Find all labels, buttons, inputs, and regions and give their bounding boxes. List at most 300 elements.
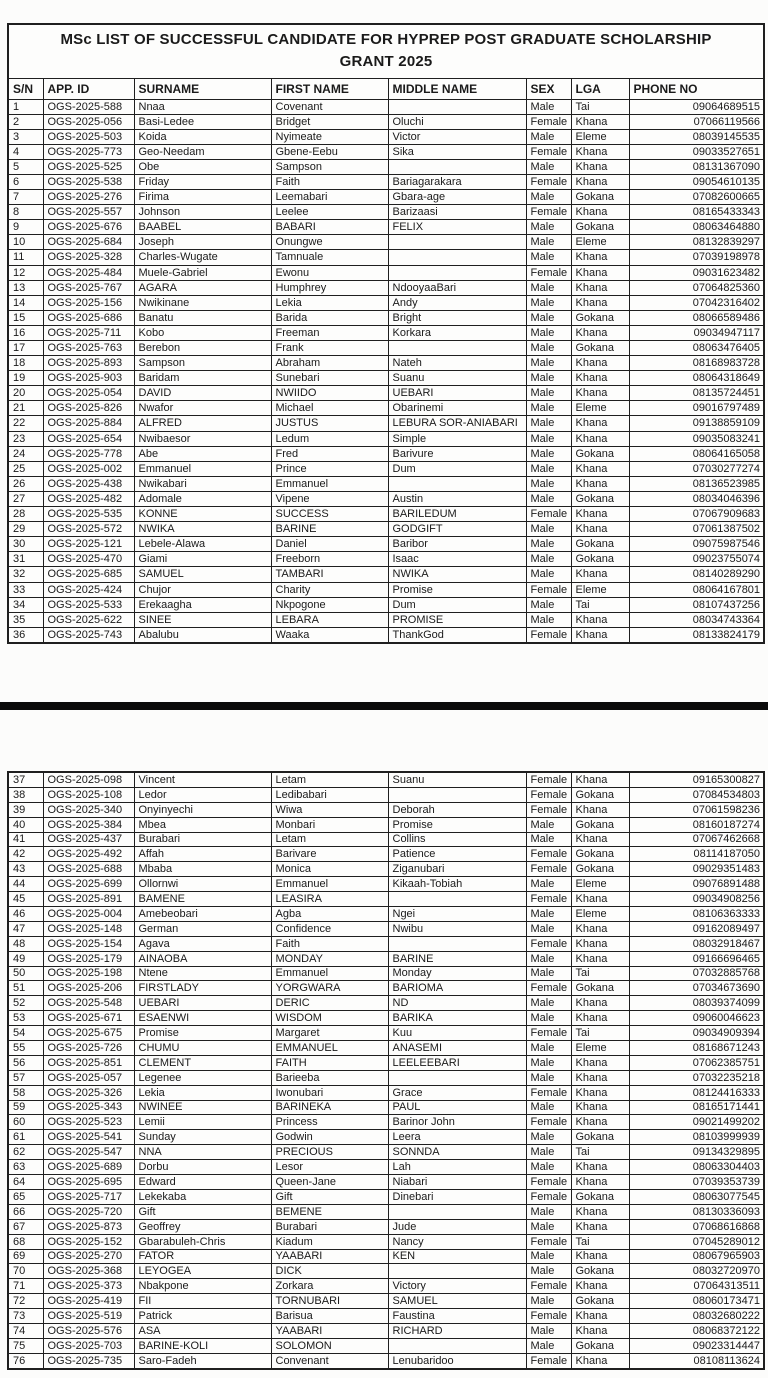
cell-sn: 30 bbox=[8, 537, 43, 552]
cell-phone: 09162089497 bbox=[629, 921, 764, 936]
cell-sn: 27 bbox=[8, 491, 43, 506]
cell-surname: Sampson bbox=[134, 356, 271, 371]
cell-sn: 5 bbox=[8, 159, 43, 174]
cell-first-name: Sunebari bbox=[271, 371, 388, 386]
cell-lga: Khana bbox=[571, 174, 629, 189]
cell-app-id: OGS-2025-654 bbox=[43, 431, 134, 446]
cell-middle-name: Dinebari bbox=[388, 1189, 526, 1204]
cell-phone: 07084534803 bbox=[629, 787, 764, 802]
cell-surname: Giami bbox=[134, 552, 271, 567]
cell-sex: Male bbox=[526, 235, 571, 250]
cell-middle-name bbox=[388, 476, 526, 491]
cell-phone: 07039198978 bbox=[629, 250, 764, 265]
cell-middle-name: Gbara-age bbox=[388, 190, 526, 205]
column-header-surname: SURNAME bbox=[134, 78, 271, 99]
cell-app-id: OGS-2025-154 bbox=[43, 936, 134, 951]
cell-first-name: TAMBARI bbox=[271, 567, 388, 582]
table-row bbox=[8, 1070, 764, 1085]
cell-sex: Female bbox=[526, 582, 571, 597]
cell-lga: Eleme bbox=[571, 582, 629, 597]
cell-lga: Khana bbox=[571, 951, 629, 966]
cell-sn: 9 bbox=[8, 220, 43, 235]
cell-surname: Burabari bbox=[134, 832, 271, 847]
cell-sn: 24 bbox=[8, 446, 43, 461]
table-row bbox=[8, 356, 764, 371]
cell-first-name: BARINE bbox=[271, 522, 388, 537]
cell-surname: Edward bbox=[134, 1175, 271, 1190]
table-row bbox=[8, 552, 764, 567]
cell-surname: Chujor bbox=[134, 582, 271, 597]
column-header-lga: LGA bbox=[571, 78, 629, 99]
cell-lga: Khana bbox=[571, 159, 629, 174]
cell-app-id: OGS-2025-368 bbox=[43, 1264, 134, 1279]
cell-first-name: LEASIRA bbox=[271, 892, 388, 907]
cell-phone: 08067965903 bbox=[629, 1249, 764, 1264]
cell-surname: Abalubu bbox=[134, 627, 271, 643]
cell-lga: Khana bbox=[571, 476, 629, 491]
cell-sn: 52 bbox=[8, 996, 43, 1011]
cell-surname: Ntene bbox=[134, 966, 271, 981]
cell-sex: Male bbox=[526, 921, 571, 936]
cell-lga: Khana bbox=[571, 892, 629, 907]
cell-sn: 41 bbox=[8, 832, 43, 847]
cell-lga: Tai bbox=[571, 1026, 629, 1041]
cell-sn: 1 bbox=[8, 99, 43, 114]
cell-surname: Mbaba bbox=[134, 862, 271, 877]
cell-middle-name: Promise bbox=[388, 582, 526, 597]
cell-lga: Khana bbox=[571, 1219, 629, 1234]
cell-sn: 38 bbox=[8, 787, 43, 802]
cell-middle-name: Victor bbox=[388, 129, 526, 144]
cell-phone: 09035083241 bbox=[629, 431, 764, 446]
cell-lga: Khana bbox=[571, 1279, 629, 1294]
cell-sex: Female bbox=[526, 1026, 571, 1041]
cell-app-id: OGS-2025-735 bbox=[43, 1353, 134, 1368]
cell-app-id: OGS-2025-689 bbox=[43, 1160, 134, 1175]
cell-first-name: YAABARI bbox=[271, 1323, 388, 1338]
column-header-sn: S/N bbox=[8, 78, 43, 99]
cell-sn: 73 bbox=[8, 1309, 43, 1324]
cell-lga: Khana bbox=[571, 1204, 629, 1219]
cell-phone: 09054610135 bbox=[629, 174, 764, 189]
table-row bbox=[8, 159, 764, 174]
cell-first-name: Ewonu bbox=[271, 265, 388, 280]
cell-lga: Khana bbox=[571, 265, 629, 280]
cell-app-id: OGS-2025-726 bbox=[43, 1041, 134, 1056]
cell-first-name: Tamnuale bbox=[271, 250, 388, 265]
cell-sex: Female bbox=[526, 205, 571, 220]
cell-surname: SAMUEL bbox=[134, 567, 271, 582]
document-title: MSc LIST OF SUCCESSFUL CANDIDATE FOR HYPREP POST GRADUATE SCHOLARSHIP GRANT 2025 bbox=[8, 24, 764, 78]
cell-sex: Male bbox=[526, 951, 571, 966]
cell-app-id: OGS-2025-328 bbox=[43, 250, 134, 265]
cell-sex: Male bbox=[526, 1338, 571, 1353]
cell-surname: ASA bbox=[134, 1323, 271, 1338]
cell-sn: 8 bbox=[8, 205, 43, 220]
cell-first-name: Nkpogone bbox=[271, 597, 388, 612]
table-row bbox=[8, 190, 764, 205]
cell-lga: Khana bbox=[571, 1100, 629, 1115]
cell-phone: 09060046623 bbox=[629, 1011, 764, 1026]
cell-surname: Lekekaba bbox=[134, 1189, 271, 1204]
cell-middle-name: Obarinemi bbox=[388, 401, 526, 416]
table-row bbox=[8, 537, 764, 552]
cell-middle-name: Bariagarakara bbox=[388, 174, 526, 189]
cell-first-name: Faith bbox=[271, 936, 388, 951]
cell-phone: 09016797489 bbox=[629, 401, 764, 416]
column-header-middle-name: MIDDLE NAME bbox=[388, 78, 526, 99]
cell-phone: 08066589486 bbox=[629, 310, 764, 325]
cell-lga: Khana bbox=[571, 1323, 629, 1338]
cell-lga: Gokana bbox=[571, 1189, 629, 1204]
cell-phone: 09034909394 bbox=[629, 1026, 764, 1041]
cell-app-id: OGS-2025-884 bbox=[43, 416, 134, 431]
cell-first-name: PRECIOUS bbox=[271, 1145, 388, 1160]
cell-sex: Female bbox=[526, 1279, 571, 1294]
cell-lga: Khana bbox=[571, 356, 629, 371]
table-row bbox=[8, 996, 764, 1011]
cell-lga: Khana bbox=[571, 1115, 629, 1130]
cell-phone: 07032885768 bbox=[629, 966, 764, 981]
cell-phone: 09075987546 bbox=[629, 537, 764, 552]
cell-phone: 07061598236 bbox=[629, 802, 764, 817]
cell-sex: Male bbox=[526, 832, 571, 847]
cell-middle-name: BARINE bbox=[388, 951, 526, 966]
cell-middle-name: Faustina bbox=[388, 1309, 526, 1324]
cell-phone: 07068616868 bbox=[629, 1219, 764, 1234]
cell-middle-name bbox=[388, 250, 526, 265]
cell-surname: Lekia bbox=[134, 1085, 271, 1100]
cell-first-name: Gift bbox=[271, 1189, 388, 1204]
cell-first-name: Vipene bbox=[271, 491, 388, 506]
cell-first-name: FAITH bbox=[271, 1055, 388, 1070]
cell-surname: Charles-Wugate bbox=[134, 250, 271, 265]
cell-surname: FATOR bbox=[134, 1249, 271, 1264]
cell-sn: 18 bbox=[8, 356, 43, 371]
cell-phone: 07062385751 bbox=[629, 1055, 764, 1070]
table-row bbox=[8, 772, 764, 787]
cell-lga: Khana bbox=[571, 507, 629, 522]
cell-phone: 08135724451 bbox=[629, 386, 764, 401]
cell-first-name: Covenant bbox=[271, 99, 388, 114]
cell-lga: Tai bbox=[571, 966, 629, 981]
cell-sex: Male bbox=[526, 280, 571, 295]
cell-app-id: OGS-2025-108 bbox=[43, 787, 134, 802]
cell-phone: 08136523985 bbox=[629, 476, 764, 491]
cell-sex: Male bbox=[526, 1219, 571, 1234]
table-row bbox=[8, 847, 764, 862]
cell-phone: 09033527651 bbox=[629, 144, 764, 159]
cell-sex: Male bbox=[526, 99, 571, 114]
cell-app-id: OGS-2025-525 bbox=[43, 159, 134, 174]
column-header-first-name: FIRST NAME bbox=[271, 78, 388, 99]
table-row bbox=[8, 1279, 764, 1294]
table-row bbox=[8, 416, 764, 431]
cell-lga: Eleme bbox=[571, 235, 629, 250]
cell-phone: 08131367090 bbox=[629, 159, 764, 174]
cell-first-name: Emmanuel bbox=[271, 877, 388, 892]
cell-sex: Male bbox=[526, 907, 571, 922]
cell-sex: Male bbox=[526, 295, 571, 310]
cell-middle-name: SONNDA bbox=[388, 1145, 526, 1160]
cell-middle-name: UEBARI bbox=[388, 386, 526, 401]
table-header-row bbox=[8, 78, 764, 99]
cell-middle-name: PAUL bbox=[388, 1100, 526, 1115]
cell-app-id: OGS-2025-717 bbox=[43, 1189, 134, 1204]
cell-phone: 09031623482 bbox=[629, 265, 764, 280]
cell-app-id: OGS-2025-326 bbox=[43, 1085, 134, 1100]
cell-first-name: Emmanuel bbox=[271, 966, 388, 981]
cell-middle-name: Ngei bbox=[388, 907, 526, 922]
cell-first-name: Emmanuel bbox=[271, 476, 388, 491]
cell-surname: FII bbox=[134, 1294, 271, 1309]
table-row bbox=[8, 114, 764, 129]
cell-sex: Male bbox=[526, 325, 571, 340]
table-row bbox=[8, 981, 764, 996]
cell-surname: Amebeobari bbox=[134, 907, 271, 922]
cell-sex: Male bbox=[526, 431, 571, 446]
cell-lga: Eleme bbox=[571, 401, 629, 416]
cell-surname: NWINEE bbox=[134, 1100, 271, 1115]
cell-app-id: OGS-2025-470 bbox=[43, 552, 134, 567]
cell-surname: Gift bbox=[134, 1204, 271, 1219]
cell-app-id: OGS-2025-622 bbox=[43, 612, 134, 627]
cell-first-name: Kiadum bbox=[271, 1234, 388, 1249]
cell-phone: 09165300827 bbox=[629, 772, 764, 787]
table-row bbox=[8, 1041, 764, 1056]
cell-first-name: Wiwa bbox=[271, 802, 388, 817]
cell-lga: Khana bbox=[571, 1055, 629, 1070]
cell-first-name: Letam bbox=[271, 772, 388, 787]
cell-sex: Male bbox=[526, 220, 571, 235]
cell-sn: 15 bbox=[8, 310, 43, 325]
cell-sn: 51 bbox=[8, 981, 43, 996]
cell-first-name: Monica bbox=[271, 862, 388, 877]
cell-surname: Patrick bbox=[134, 1309, 271, 1324]
cell-lga: Gokana bbox=[571, 1264, 629, 1279]
cell-sex: Male bbox=[526, 1145, 571, 1160]
cell-sn: 61 bbox=[8, 1130, 43, 1145]
cell-app-id: OGS-2025-548 bbox=[43, 996, 134, 1011]
cell-app-id: OGS-2025-152 bbox=[43, 1234, 134, 1249]
cell-sex: Male bbox=[526, 1041, 571, 1056]
cell-sn: 34 bbox=[8, 597, 43, 612]
cell-lga: Gokana bbox=[571, 1130, 629, 1145]
cell-middle-name: Simple bbox=[388, 431, 526, 446]
cell-sex: Male bbox=[526, 1204, 571, 1219]
table-row bbox=[8, 250, 764, 265]
table-row bbox=[8, 877, 764, 892]
cell-surname: CLEMENT bbox=[134, 1055, 271, 1070]
cell-phone: 07067462668 bbox=[629, 832, 764, 847]
cell-middle-name: Kuu bbox=[388, 1026, 526, 1041]
cell-sn: 32 bbox=[8, 567, 43, 582]
cell-first-name: Faith bbox=[271, 174, 388, 189]
cell-surname: Nwibaesor bbox=[134, 431, 271, 446]
cell-phone: 08064318649 bbox=[629, 371, 764, 386]
cell-first-name: YAABARI bbox=[271, 1249, 388, 1264]
cell-surname: German bbox=[134, 921, 271, 936]
cell-first-name: Michael bbox=[271, 401, 388, 416]
cell-lga: Gokana bbox=[571, 310, 629, 325]
cell-phone: 09034908256 bbox=[629, 892, 764, 907]
cell-first-name: Onungwe bbox=[271, 235, 388, 250]
cell-app-id: OGS-2025-675 bbox=[43, 1026, 134, 1041]
cell-sn: 70 bbox=[8, 1264, 43, 1279]
cell-lga: Khana bbox=[571, 416, 629, 431]
cell-lga: Gokana bbox=[571, 190, 629, 205]
cell-sn: 7 bbox=[8, 190, 43, 205]
cell-first-name: Godwin bbox=[271, 1130, 388, 1145]
table-row bbox=[8, 627, 764, 643]
cell-app-id: OGS-2025-179 bbox=[43, 951, 134, 966]
cell-first-name: JUSTUS bbox=[271, 416, 388, 431]
cell-first-name: Gbene-Eebu bbox=[271, 144, 388, 159]
cell-first-name: Frank bbox=[271, 341, 388, 356]
cell-middle-name: Bright bbox=[388, 310, 526, 325]
cell-sn: 36 bbox=[8, 627, 43, 643]
cell-middle-name bbox=[388, 892, 526, 907]
table-row bbox=[8, 1130, 764, 1145]
cell-sn: 35 bbox=[8, 612, 43, 627]
cell-app-id: OGS-2025-541 bbox=[43, 1130, 134, 1145]
cell-phone: 08168983728 bbox=[629, 356, 764, 371]
table-row bbox=[8, 461, 764, 476]
cell-first-name: Leelee bbox=[271, 205, 388, 220]
cell-phone: 08107437256 bbox=[629, 597, 764, 612]
cell-phone: 08064165058 bbox=[629, 446, 764, 461]
cell-middle-name: Suanu bbox=[388, 772, 526, 787]
table-row bbox=[8, 235, 764, 250]
cell-surname: Saro-Fadeh bbox=[134, 1353, 271, 1368]
cell-first-name: BEMENE bbox=[271, 1204, 388, 1219]
cell-app-id: OGS-2025-148 bbox=[43, 921, 134, 936]
cell-first-name: YORGWARA bbox=[271, 981, 388, 996]
cell-sex: Male bbox=[526, 159, 571, 174]
table-row bbox=[8, 371, 764, 386]
cell-first-name: EMMANUEL bbox=[271, 1041, 388, 1056]
cell-sn: 45 bbox=[8, 892, 43, 907]
table-row bbox=[8, 144, 764, 159]
cell-first-name: BABARI bbox=[271, 220, 388, 235]
cell-app-id: OGS-2025-538 bbox=[43, 174, 134, 189]
cell-surname: Kobo bbox=[134, 325, 271, 340]
cell-sn: 65 bbox=[8, 1189, 43, 1204]
cell-app-id: OGS-2025-340 bbox=[43, 802, 134, 817]
cell-app-id: OGS-2025-688 bbox=[43, 862, 134, 877]
cell-middle-name: Andy bbox=[388, 295, 526, 310]
cell-lga: Khana bbox=[571, 461, 629, 476]
cell-sex: Male bbox=[526, 552, 571, 567]
table-row bbox=[8, 787, 764, 802]
cell-phone: 07030277274 bbox=[629, 461, 764, 476]
cell-surname: Agava bbox=[134, 936, 271, 951]
cell-first-name: Nyimeate bbox=[271, 129, 388, 144]
cell-sn: 74 bbox=[8, 1323, 43, 1338]
cell-sn: 50 bbox=[8, 966, 43, 981]
cell-app-id: OGS-2025-343 bbox=[43, 1100, 134, 1115]
table-row bbox=[8, 431, 764, 446]
cell-phone: 08068372122 bbox=[629, 1323, 764, 1338]
cell-surname: NWIKA bbox=[134, 522, 271, 537]
cell-sn: 21 bbox=[8, 401, 43, 416]
table-row bbox=[8, 1249, 764, 1264]
cell-phone: 08063476405 bbox=[629, 341, 764, 356]
cell-phone: 08032680222 bbox=[629, 1309, 764, 1324]
cell-phone: 09023314447 bbox=[629, 1338, 764, 1353]
cell-app-id: OGS-2025-276 bbox=[43, 190, 134, 205]
cell-app-id: OGS-2025-773 bbox=[43, 144, 134, 159]
cell-first-name: Leemabari bbox=[271, 190, 388, 205]
cell-lga: Tai bbox=[571, 597, 629, 612]
cell-lga: Gokana bbox=[571, 981, 629, 996]
cell-sn: 22 bbox=[8, 416, 43, 431]
table-row bbox=[8, 597, 764, 612]
cell-surname: Affah bbox=[134, 847, 271, 862]
cell-app-id: OGS-2025-523 bbox=[43, 1115, 134, 1130]
cell-middle-name bbox=[388, 936, 526, 951]
cell-surname: Obe bbox=[134, 159, 271, 174]
cell-app-id: OGS-2025-572 bbox=[43, 522, 134, 537]
table-row bbox=[8, 205, 764, 220]
cell-middle-name: Nancy bbox=[388, 1234, 526, 1249]
cell-surname: Adomale bbox=[134, 491, 271, 506]
cell-lga: Khana bbox=[571, 1070, 629, 1085]
cell-first-name: Waaka bbox=[271, 627, 388, 643]
cell-sex: Female bbox=[526, 772, 571, 787]
cell-middle-name bbox=[388, 99, 526, 114]
table-row bbox=[8, 921, 764, 936]
cell-surname: BAMENE bbox=[134, 892, 271, 907]
table-row bbox=[8, 817, 764, 832]
table-row bbox=[8, 1026, 764, 1041]
cell-app-id: OGS-2025-547 bbox=[43, 1145, 134, 1160]
cell-app-id: OGS-2025-686 bbox=[43, 310, 134, 325]
cell-surname: Joseph bbox=[134, 235, 271, 250]
table-row bbox=[8, 341, 764, 356]
cell-lga: Khana bbox=[571, 996, 629, 1011]
cell-sex: Male bbox=[526, 537, 571, 552]
cell-middle-name: Isaac bbox=[388, 552, 526, 567]
cell-app-id: OGS-2025-057 bbox=[43, 1070, 134, 1085]
cell-app-id: OGS-2025-720 bbox=[43, 1204, 134, 1219]
cell-phone: 08165171441 bbox=[629, 1100, 764, 1115]
cell-phone: 08160187274 bbox=[629, 817, 764, 832]
table-row bbox=[8, 99, 764, 114]
cell-surname: CHUMU bbox=[134, 1041, 271, 1056]
cell-sex: Female bbox=[526, 862, 571, 877]
cell-middle-name: Korkara bbox=[388, 325, 526, 340]
table-row bbox=[8, 507, 764, 522]
cell-lga: Gokana bbox=[571, 1338, 629, 1353]
cell-lga: Eleme bbox=[571, 1041, 629, 1056]
table-row bbox=[8, 265, 764, 280]
cell-phone: 09021499202 bbox=[629, 1115, 764, 1130]
cell-phone: 07064825360 bbox=[629, 280, 764, 295]
cell-middle-name: Dum bbox=[388, 597, 526, 612]
cell-lga: Khana bbox=[571, 371, 629, 386]
cell-first-name: Queen-Jane bbox=[271, 1175, 388, 1190]
cell-phone: 07034673690 bbox=[629, 981, 764, 996]
cell-middle-name: Nwibu bbox=[388, 921, 526, 936]
cell-surname: Firima bbox=[134, 190, 271, 205]
cell-app-id: OGS-2025-002 bbox=[43, 461, 134, 476]
cell-phone: 07045289012 bbox=[629, 1234, 764, 1249]
cell-sex: Male bbox=[526, 446, 571, 461]
cell-app-id: OGS-2025-121 bbox=[43, 537, 134, 552]
cell-first-name: Monbari bbox=[271, 817, 388, 832]
cell-surname: Nwikinane bbox=[134, 295, 271, 310]
